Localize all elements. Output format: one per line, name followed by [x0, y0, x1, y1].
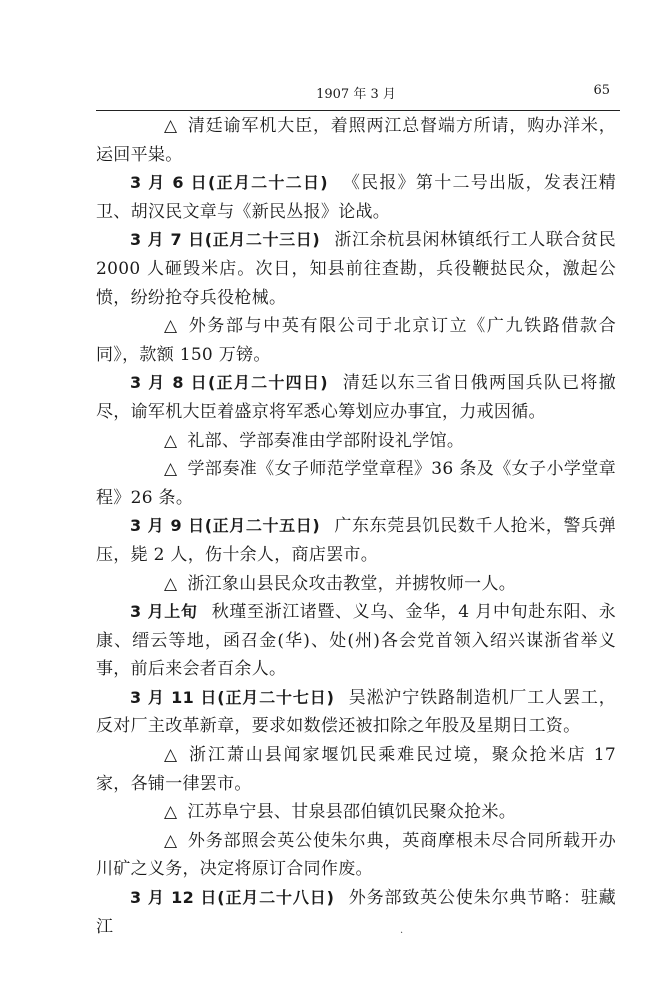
entry-paragraph [96, 884, 616, 941]
entry-text: 外务部致英公使朱尔典节略：驻藏江 [96, 888, 616, 937]
entry-text: 礼部、学部奏准由学部附设礼学馆。 [187, 430, 465, 451]
entry-text: 《民报》第十二号出版，发表汪精卫、胡汉民文章与《新民丛报》论战。 [96, 173, 617, 222]
entry-date: 3 月 6 日(正月二十二日) [130, 173, 328, 193]
triangle-bullet-icon: △ [164, 459, 178, 480]
entry-paragraph [96, 798, 616, 827]
triangle-bullet-icon: △ [164, 573, 178, 594]
triangle-bullet-icon: △ [164, 116, 178, 136]
entry-text: 江苏阜宁县、甘泉县邵伯镇饥民聚众抢米。 [187, 802, 517, 823]
page-number: 65 [593, 83, 610, 98]
entry-date: 3 月 7 日(正月二十三日) [130, 230, 320, 250]
entry-date: 3 月 8 日(正月二十四日) [130, 373, 328, 393]
entry-text: 学部奏准《女子师范学堂章程》36 条及《女子小学堂章程》26 条。 [96, 459, 616, 508]
entry-paragraph [96, 226, 616, 312]
entry-date: 3 月 12 日(正月二十八日) [130, 888, 335, 908]
entry-text: 浙江余杭县闲林镇纸行工人联合贫民 2000 人砸毁米店。次日，知县前往查勘，兵役鞭挞民众，激起公愤，纷纷抢夺兵役枪械。 [96, 230, 616, 308]
entry-paragraph [96, 312, 616, 369]
entry-text: 浙江象山县民众攻击教堂，并掳牧师一人。 [187, 573, 517, 594]
entry-paragraph [96, 741, 616, 798]
entry-paragraph [96, 684, 616, 741]
entry-paragraph [96, 827, 616, 884]
triangle-bullet-icon: △ [164, 830, 178, 851]
entry-paragraph [96, 427, 616, 456]
entry-text: 清廷谕军机大臣，着照两江总督端方所请，购办洋米，运回平粜。 [96, 116, 616, 165]
entry-paragraph [96, 455, 616, 512]
entry-paragraph [96, 598, 616, 684]
entry-text: 外务部与中英有限公司于北京订立《广九铁路借款合同》，款额 150 万镑。 [96, 316, 616, 365]
triangle-bullet-icon: △ [164, 430, 178, 451]
entry-text: 外务部照会英公使朱尔典，英商摩根未尽合同所载开办川矿之义务，决定将原订合同作废。 [96, 830, 616, 880]
entry-text: 广东东莞县饥民数千人抢米，警兵弹压，毙 2 人，伤十余人，商店罢市。 [96, 516, 616, 565]
entry-date: 3 月上旬 [130, 602, 198, 622]
entry-date: 3 月 11 日(正月二十七日) [130, 687, 335, 707]
entry-text: 秋瑾至浙江诸暨、义乌、金华，4 月中旬赴东阳、永康、缙云等地，函召金(华)、处(州)各会党首领入绍兴谋浙省举义事，前后来会者百余人。 [96, 602, 616, 680]
scan-speck: · [400, 928, 404, 939]
header-title: 1907 年 3 月 [316, 87, 396, 102]
running-header [96, 83, 616, 107]
entry-paragraph [96, 112, 616, 169]
entry-paragraph [96, 169, 616, 226]
entry-paragraph [96, 369, 616, 426]
entry-date: 3 月 9 日(正月二十五日) [130, 516, 320, 536]
entry-paragraph [96, 570, 616, 599]
triangle-bullet-icon: △ [164, 802, 178, 823]
header-rule [96, 110, 620, 111]
triangle-bullet-icon: △ [164, 316, 178, 337]
entry-text: 吴淞沪宁铁路制造机厂工人罢工，反对厂主改革新章，要求如数偿还被扣除之年股及星期日工资。 [96, 687, 616, 737]
entry-text: 浙江萧山县闻家堰饥民乘难民过境，聚众抢米店 17 家，各铺一律罢市。 [96, 745, 616, 794]
triangle-bullet-icon: △ [164, 745, 178, 766]
entry-paragraph [96, 512, 616, 569]
chronicle-body [96, 112, 616, 941]
entry-text: 清廷以东三省日俄两国兵队已将撤尽，谕军机大臣着盛京将军悉心筹划应办事宜，力戒因循。 [96, 373, 617, 422]
